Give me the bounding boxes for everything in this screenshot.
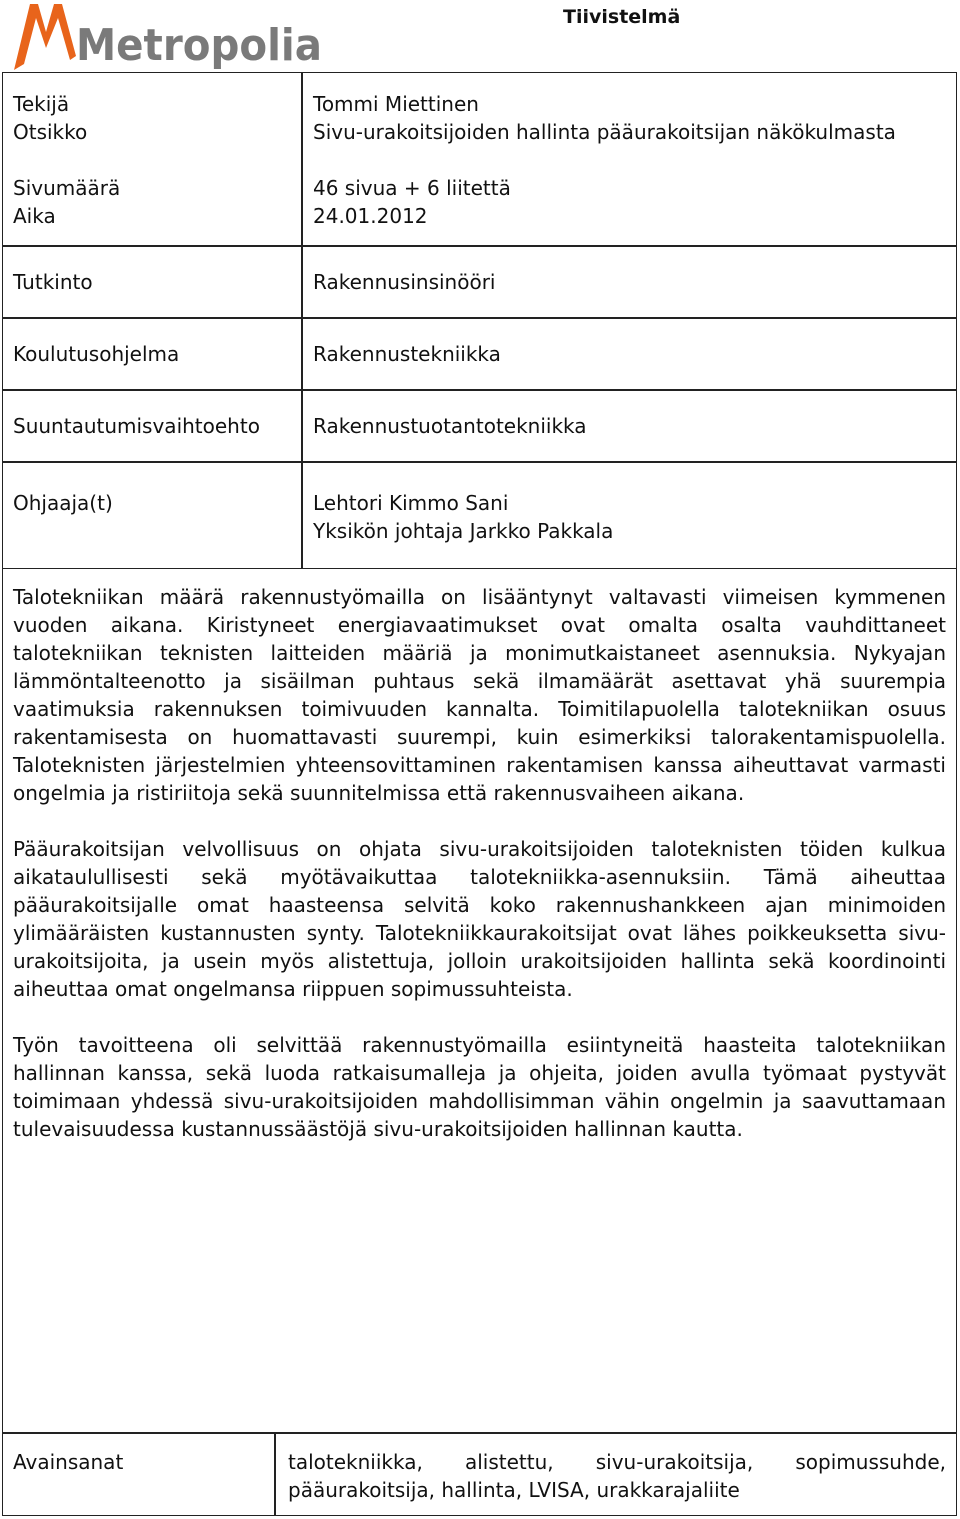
abstract-paragraph-2: Pääurakoitsijan velvollisuus on ohjata sivu-urakoitsijoiden taloteknisten töiden kulkua aikataulullisesti sekä myötävaikuttaa talotekniikka-asennuksiin. Tämä aiheuttaa pääurakoitsijalle omat haasteensa selvitä koko rakennushankkeen ajan minimoiden ylimääräisten kustannusten synty. Talotekniikkaurakoitsijat ovat lähes poikkeuksetta sivu-urakoitsijoita, ja usein myös alistettuja, jolloin urakoitsijoiden hallinta sekä koordinointi aiheuttaa omat ongelmansa riippuen sopimussuhteista.: [13, 837, 946, 1001]
supervisor-2: Yksikön johtaja Jarkko Pakkala: [313, 519, 614, 543]
row-divider: [3, 461, 956, 463]
abstract-paragraph-1: Talotekniikan määrä rakennustyömailla on lisääntynyt valtavasti viimeisen kymmenen vuoden aikana. Kiristyneet energiavaatimukset ovat omalta osalta vauhdittaneet talotekniikan teknisten laitteiden määriä ja monimutkaistaneet asennuksia. Nykyajan lämmöntalteenotto ja sisäilman puhtaus sekä ilmamäärät asettavat yhä suurempia vaatimuksia rakennuksen toimivuuden kannalta. Toimitilapuolella talotekniikan osuus rakentamisesta on huomattavasti suurempi, kuin esimerkiksi talorakentamispuolella. Taloteknisten järjestelmien yhteensovittaminen rakentamisen kanssa aiheuttavat varmasti ongelmia ja ristiriitoja sekä suunnitelmissa että rakennusvaiheen aikana.: [13, 585, 946, 805]
title-value: Sivu-urakoitsijoiden hallinta pääurakoitsijan näkökulmasta: [313, 120, 896, 144]
keywords-value: talotekniikka, alistettu, sivu-urakoitsija, sopimussuhde, pääurakoitsija, hallinta, LVISA, urakkarajaliite: [288, 1450, 946, 1502]
pages-value: 46 sivua + 6 liitettä: [313, 176, 511, 200]
supervisors-label: Ohjaaja(t): [13, 491, 113, 515]
date-value: 24.01.2012: [313, 204, 428, 228]
column-divider: [301, 73, 303, 568]
row-divider: [3, 317, 956, 319]
title-label: Otsikko: [13, 120, 88, 144]
specialisation-label: Suuntautumisvaihtoehto: [13, 414, 260, 438]
author-label: Tekijä: [13, 92, 70, 116]
row-divider: [3, 389, 956, 391]
keywords-divider: [274, 1434, 276, 1515]
abstract-paragraph-3: Työn tavoitteena oli selvittää rakennustyömailla esiintyneitä haasteita talotekniikan hallinnan kanssa, sekä luoda ratkaisumalleja ja ohjeita, joiden avulla työmaat pystyvät toimimaan yhdessä sivu-urakoitsijoiden mahdollisimman vähin ongelmin ja saavuttamaan tulevaisuudessa kustannussäästöjä sivu-urakoitsijoiden hallinnan kautta.: [13, 1033, 946, 1141]
degree-value: Rakennusinsinööri: [313, 270, 496, 294]
info-table: [2, 72, 957, 569]
programme-label: Koulutusohjelma: [13, 342, 180, 366]
degree-label: Tutkinto: [13, 270, 93, 294]
row-divider: [3, 245, 956, 247]
document-type: Tiivistelmä: [563, 6, 681, 28]
logo-swoosh-icon: [14, 4, 76, 70]
keywords-label: Avainsanat: [13, 1450, 124, 1474]
programme-value: Rakennustekniikka: [313, 342, 501, 366]
pages-label: Sivumäärä: [13, 176, 121, 200]
logo-text: Metropolia: [76, 20, 322, 71]
abstract-box: [2, 569, 957, 1433]
author-value: Tommi Miettinen: [313, 92, 479, 116]
keywords-table: [2, 1433, 957, 1516]
supervisor-1: Lehtori Kimmo Sani: [313, 491, 509, 515]
specialisation-value: Rakennustuotantotekniikka: [313, 414, 587, 438]
metropolia-logo: [10, 2, 330, 72]
date-label: Aika: [13, 204, 56, 228]
